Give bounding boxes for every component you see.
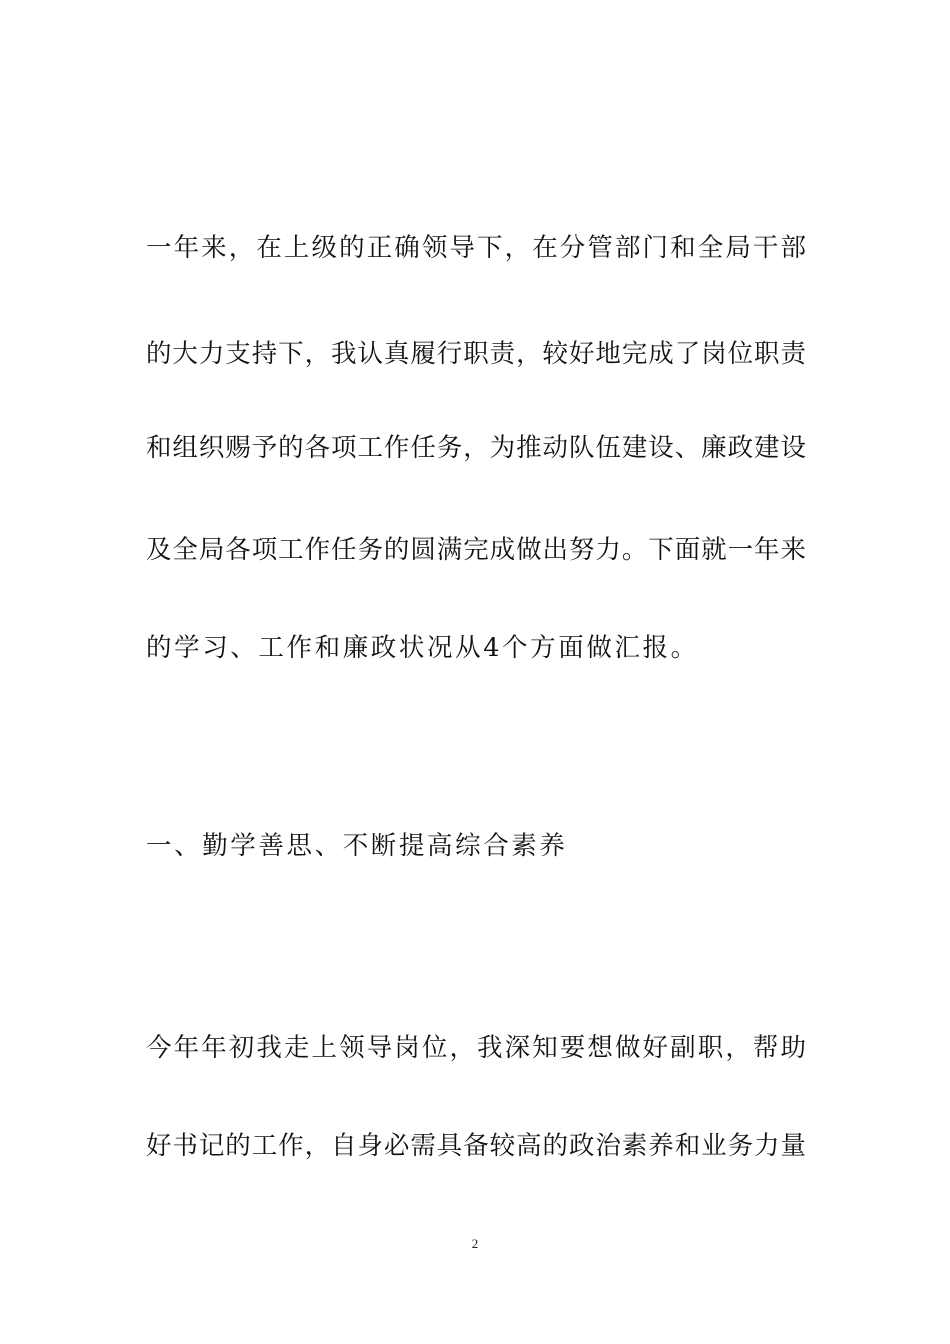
paragraph-intro-line-3: 和组织赐予的各项工作任务，为推动队伍建设、廉政建设: [146, 433, 806, 463]
page-number: 2: [471, 1236, 479, 1251]
paragraph-intro-line-1: 一年来，在上级的正确领导下，在分管部门和全局干部: [146, 233, 806, 263]
section-heading: 一、勤学善思、不断提高综合素养: [146, 831, 568, 861]
paragraph-section-line-2: 好书记的工作，自身必需具备较高的政治素养和业务力量: [146, 1131, 806, 1161]
paragraph-section-line-1: 今年年初我走上领导岗位，我深知要想做好副职，帮助: [146, 1033, 806, 1063]
paragraph-intro-line-2: 的大力支持下，我认真履行职责，较好地完成了岗位职责: [146, 339, 806, 369]
paragraph-intro-line-5: 的学习、工作和廉政状况从4个方面做汇报。: [146, 633, 699, 663]
paragraph-intro-line-4: 及全局各项工作任务的圆满完成做出努力。下面就一年来: [146, 535, 806, 565]
